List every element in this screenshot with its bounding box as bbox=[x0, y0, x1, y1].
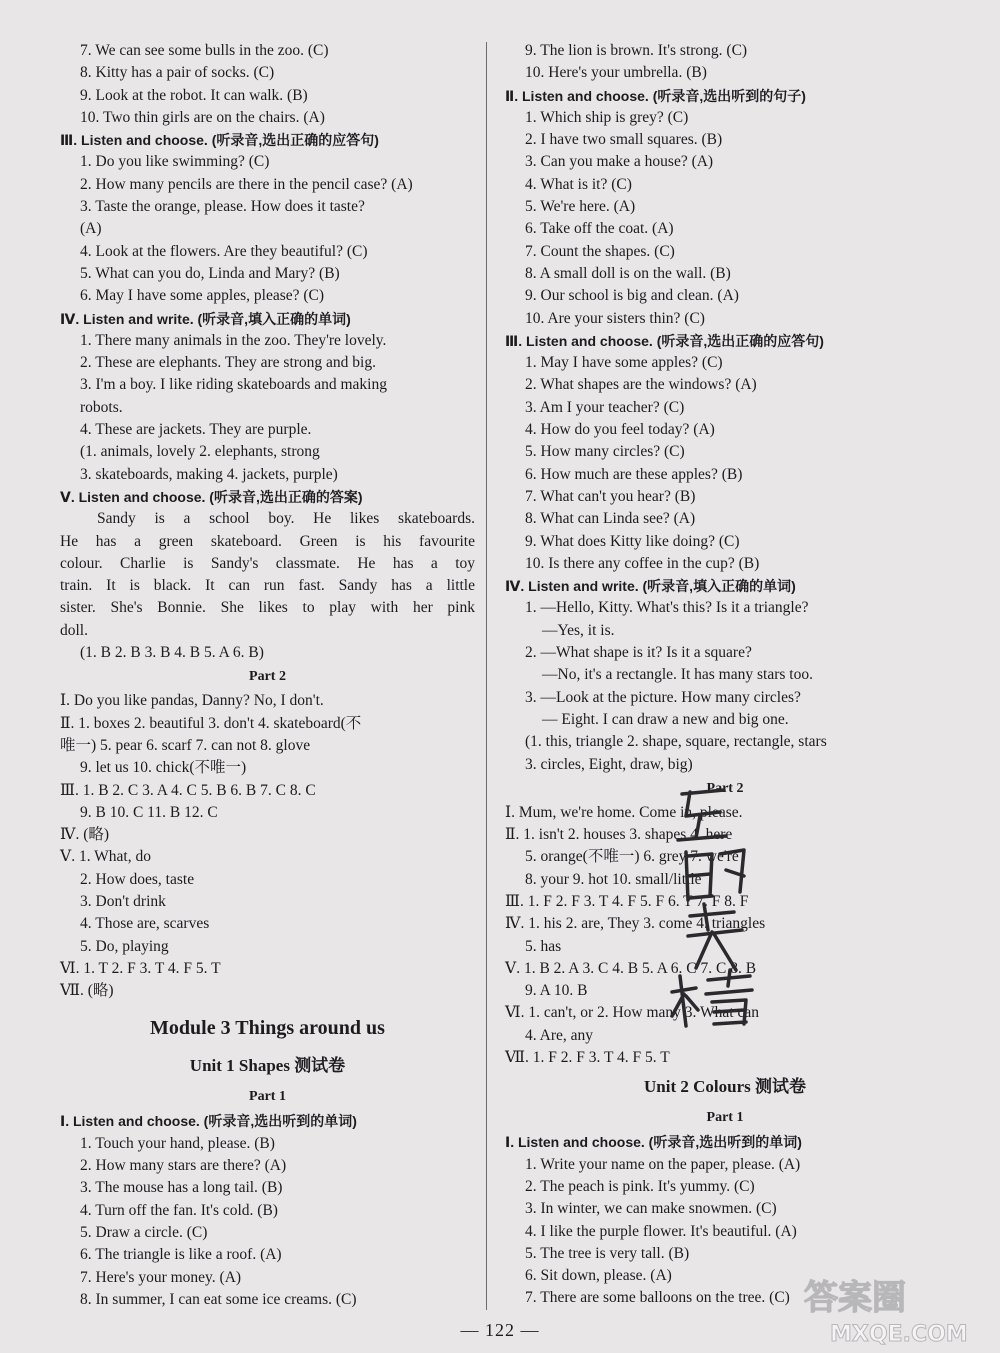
section-title: Part 2 bbox=[706, 780, 744, 796]
answer-line: 8. A small doll is on the wall. (B) bbox=[525, 264, 731, 282]
section-heading: Ⅳ. Listen and write. (听录音,填入正确的单词) bbox=[60, 310, 351, 327]
section-heading: Ⅳ. Listen and write. (听录音,填入正确的单词) bbox=[505, 578, 796, 595]
answer-line: 9. let us 10. chick(不唯一) bbox=[80, 759, 247, 777]
section-heading: Ⅲ. Listen and choose. (听录音,选出正确的应答句) bbox=[505, 332, 824, 349]
section-heading: Ⅰ. Listen and choose. (听录音,选出听到的单词) bbox=[60, 1113, 357, 1130]
section-heading: Ⅰ. Listen and choose. (听录音,选出听到的单词) bbox=[505, 1134, 802, 1151]
answer-line: (1. this, triangle 2. shape, square, rectangle, stars bbox=[525, 733, 827, 751]
section-heading: Ⅲ. Listen and choose. (听录音,选出正确的应答句) bbox=[60, 132, 379, 149]
answer-line: (1. B 2. B 3. B 4. B 5. A 6. B) bbox=[80, 644, 264, 662]
answer-line: train. It is black. It can run fast. Sandy has a little bbox=[60, 577, 475, 595]
answer-line: 7. Count the shapes. (C) bbox=[525, 242, 675, 260]
answer-line: 5. Do, playing bbox=[80, 937, 169, 955]
answer-line: Ⅴ. 1. What, do bbox=[60, 848, 151, 866]
answer-line: 6. Sit down, please. (A) bbox=[525, 1267, 672, 1285]
answer-line: Ⅶ. (略) bbox=[60, 982, 114, 1000]
answer-line: 1. —Hello, Kitty. What's this? Is it a triangle? bbox=[525, 599, 809, 617]
right-column bbox=[505, 40, 945, 1310]
section-title: Unit 1 Shapes 测试卷 bbox=[189, 1056, 346, 1076]
section-title: Part 1 bbox=[249, 1089, 286, 1105]
answer-line: 10. Are your sisters thin? (C) bbox=[525, 309, 705, 327]
answer-line: 4. Those are, scarves bbox=[80, 915, 210, 933]
answer-line: 8. Kitty has a pair of socks. (C) bbox=[80, 64, 275, 82]
answer-line: 唯一) 5. pear 6. scarf 7. can not 8. glove bbox=[60, 736, 311, 754]
answer-line: 9. Look at the robot. It can walk. (B) bbox=[80, 86, 308, 104]
answer-line: 4. These are jackets. They are purple. bbox=[80, 421, 312, 439]
answer-line: 2. I have two small squares. (B) bbox=[525, 131, 723, 149]
answer-line: 9. The lion is brown. It's strong. (C) bbox=[525, 42, 748, 59]
answer-line: 4. Turn off the fan. It's cold. (B) bbox=[80, 1201, 278, 1219]
answer-line: 1. Which ship is grey? (C) bbox=[525, 108, 689, 126]
answer-line: 5. How many circles? (C) bbox=[525, 443, 685, 461]
answer-line: —No, it's a rectangle. It has many stars too. bbox=[542, 666, 813, 684]
answer-line: Ⅶ. 1. F 2. F 3. T 4. F 5. T bbox=[505, 1049, 670, 1067]
answer-line: 10. Two thin girls are on the chairs. (A) bbox=[80, 108, 325, 126]
answer-line: 6. The triangle is like a roof. (A) bbox=[80, 1246, 282, 1264]
answer-line: sister. She's Bonnie. She likes to play with her pink bbox=[60, 599, 475, 617]
answer-line: Ⅰ. Mum, we're home. Come in, please. bbox=[505, 803, 743, 821]
answer-line: 3. —Look at the picture. How many circles? bbox=[525, 688, 801, 706]
answer-line: 3. Don't drink bbox=[80, 892, 166, 910]
page-number: — 122 — bbox=[460, 1320, 540, 1340]
answer-line: 1. Touch your hand, please. (B) bbox=[80, 1134, 275, 1152]
answer-line: 1. There many animals in the zoo. They're lovely. bbox=[80, 331, 387, 349]
answer-line: 2. How does, taste bbox=[80, 870, 195, 888]
answer-line: 8. In summer, I can eat some ice creams. (C) bbox=[80, 1290, 357, 1308]
answer-line: Ⅵ. 1. T 2. F 3. T 4. F 5. T bbox=[60, 959, 221, 977]
answer-line: 4. Are, any bbox=[525, 1026, 594, 1044]
answer-line: 1. Write your name on the paper, please. (A) bbox=[525, 1155, 801, 1173]
answer-line: 4. What is it? (C) bbox=[525, 175, 632, 193]
answer-line: 5. The tree is very tall. (B) bbox=[525, 1244, 690, 1262]
answer-line: 9. What does Kitty like doing? (C) bbox=[525, 532, 740, 550]
answer-line: 7. There are some balloons on the tree. (C) bbox=[525, 1289, 790, 1307]
answer-line: 7. What can't you hear? (B) bbox=[525, 487, 696, 505]
answer-line: 4. How do you feel today? (A) bbox=[525, 421, 715, 439]
answer-line: 6. Take off the coat. (A) bbox=[525, 220, 674, 238]
svg-text:答案圈: 答案圈 bbox=[804, 1278, 906, 1318]
answer-line: 1. May I have some apples? (C) bbox=[525, 354, 723, 372]
answer-line: 2. —What shape is it? Is it a square? bbox=[525, 644, 752, 662]
answer-line: —Yes, it is. bbox=[542, 621, 615, 639]
section-heading: Ⅱ. Listen and choose. (听录音,选出听到的句子) bbox=[505, 87, 806, 104]
answer-line: 3. circles, Eight, draw, big) bbox=[525, 755, 693, 773]
answer-line: Sandy is a school boy. He likes skateboards. bbox=[97, 510, 475, 528]
answer-line: colour. Charlie is Sandy's classmate. He has a toy bbox=[60, 554, 475, 572]
answer-line: 8. your 9. hot 10. small/little bbox=[525, 870, 702, 888]
answer-line: 3. In winter, we can make snowmen. (C) bbox=[525, 1200, 777, 1218]
answer-line: 5. has bbox=[525, 937, 562, 955]
answer-line: 4. I like the purple flower. It's beautiful. (A) bbox=[525, 1222, 797, 1240]
answer-line: Ⅲ. 1. F 2. F 3. T 4. F 5. F 6. T 7. F 8. F bbox=[505, 892, 749, 910]
answer-line: 3. I'm a boy. I like riding skateboards and making bbox=[80, 376, 387, 394]
answer-line: 8. What can Linda see? (A) bbox=[525, 510, 696, 528]
section-title: Module 3 Things around us bbox=[150, 1017, 385, 1040]
answer-line: 3. skateboards, making 4. jackets, purple) bbox=[80, 465, 338, 483]
watermark-logo bbox=[800, 1269, 990, 1347]
answer-line: 2. How many stars are there? (A) bbox=[80, 1157, 287, 1175]
section-title: Unit 2 Colours 测试卷 bbox=[644, 1077, 806, 1097]
answer-line: 3. Am I your teacher? (C) bbox=[525, 398, 685, 416]
answer-line: Ⅳ. (略) bbox=[60, 826, 110, 844]
answer-line: Ⅲ. 1. B 2. C 3. A 4. C 5. B 6. B 7. C 8. C bbox=[60, 781, 316, 799]
answer-line: 1. Do you like swimming? (C) bbox=[80, 153, 270, 171]
answer-line: Ⅱ. 1. isn't 2. houses 3. shapes 4. here bbox=[505, 826, 733, 844]
answer-line: 3. Taste the orange, please. How does it taste? bbox=[80, 198, 365, 216]
handwritten-scribble bbox=[660, 780, 780, 1030]
answer-line: Ⅳ. 1. his 2. are, They 3. come 4. triangles bbox=[505, 915, 766, 933]
answer-line: 6. May I have some apples, please? (C) bbox=[80, 287, 325, 305]
answer-line: 5. Draw a circle. (C) bbox=[80, 1223, 208, 1241]
answer-line: (1. animals, lovely 2. elephants, strong bbox=[80, 443, 320, 461]
answer-line: 5. We're here. (A) bbox=[525, 198, 636, 216]
answer-line: Ⅵ. 1. can't, or 2. How many 3. What can bbox=[505, 1004, 759, 1022]
answer-line: Ⅴ. 1. B 2. A 3. C 4. B 5. A 6. C 7. C 8. B bbox=[505, 959, 757, 977]
answer-line: — Eight. I can draw a new and big one. bbox=[542, 710, 789, 728]
answer-line: 7. We can see some bulls in the zoo. (C) bbox=[80, 42, 329, 59]
answer-line: 9. Our school is big and clean. (A) bbox=[525, 287, 739, 305]
answer-line: (A) bbox=[80, 220, 102, 238]
answer-line: Ⅱ. 1. boxes 2. beautiful 3. don't 4. skateboard(不 bbox=[60, 714, 362, 732]
answer-line: 3. Can you make a house? (A) bbox=[525, 153, 714, 171]
answer-line: 4. Look at the flowers. Are they beautiful? (C) bbox=[80, 242, 368, 260]
answer-line: 2. What shapes are the windows? (A) bbox=[525, 376, 757, 394]
svg-text:MXQE.COM: MXQE.COM bbox=[830, 1322, 968, 1347]
answer-line: 7. Here's your money. (A) bbox=[80, 1268, 242, 1286]
answer-line: 3. The mouse has a long tail. (B) bbox=[80, 1179, 283, 1197]
answer-line: 10. Here's your umbrella. (B) bbox=[525, 64, 707, 82]
answer-line: 5. What can you do, Linda and Mary? (B) bbox=[80, 264, 340, 282]
answer-line: 2. How many pencils are there in the pencil case? (A) bbox=[80, 175, 413, 193]
section-title: Part 1 bbox=[706, 1110, 744, 1126]
answer-line: robots. bbox=[80, 398, 123, 416]
answer-line: 9. B 10. C 11. B 12. C bbox=[80, 803, 218, 821]
left-column bbox=[60, 40, 475, 1311]
answer-line: 10. Is there any coffee in the cup? (B) bbox=[525, 554, 760, 572]
answer-line: 2. The peach is pink. It's yummy. (C) bbox=[525, 1177, 755, 1195]
answer-line: 6. How much are these apples? (B) bbox=[525, 465, 743, 483]
answer-line: He has a green skateboard. Green is his favourite bbox=[60, 532, 475, 550]
answer-line: 5. orange(不唯一) 6. grey 7. we're bbox=[525, 848, 739, 866]
answer-line: doll. bbox=[60, 621, 88, 639]
section-heading: Ⅴ. Listen and choose. (听录音,选出正确的答案) bbox=[60, 488, 363, 505]
answer-line: 2. These are elephants. They are strong and big. bbox=[80, 354, 376, 372]
section-title: Part 2 bbox=[249, 669, 286, 685]
answer-line: Ⅰ. Do you like pandas, Danny? No, I don't. bbox=[60, 692, 324, 710]
column-divider bbox=[486, 42, 487, 1310]
answer-line: 9. A 10. B bbox=[525, 982, 588, 1000]
